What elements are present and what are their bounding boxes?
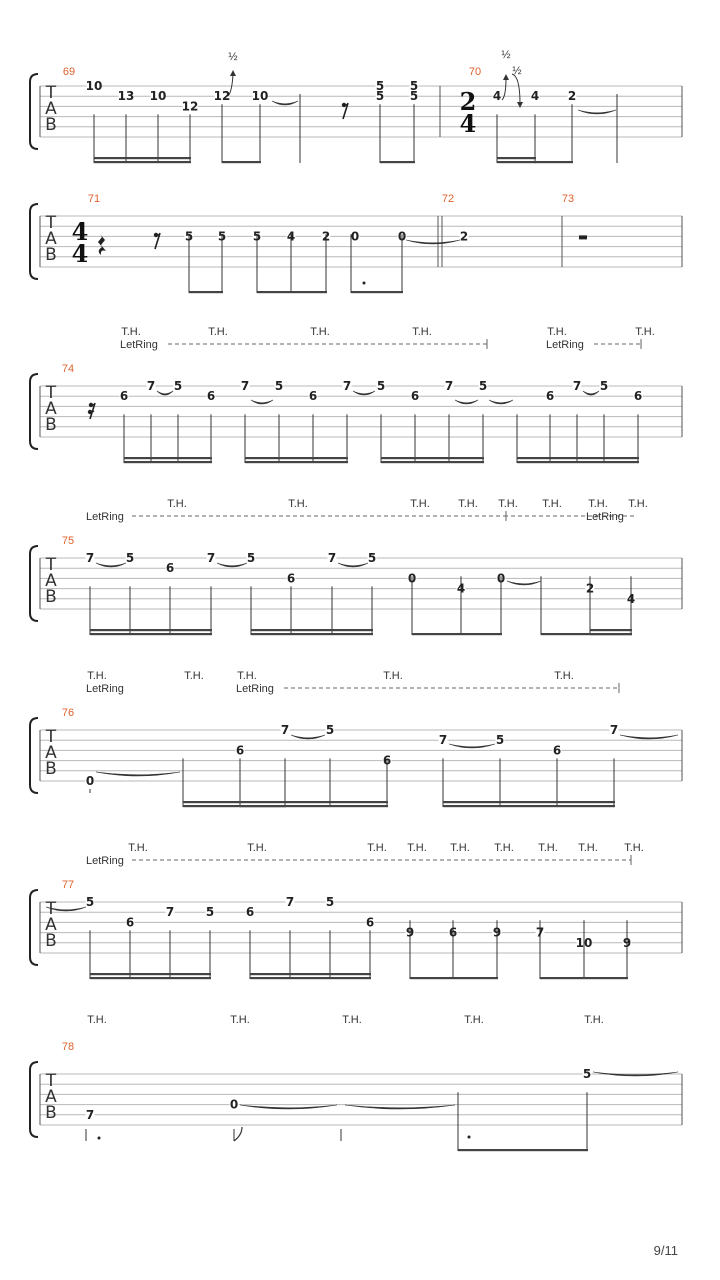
bar-number: 72: [441, 193, 455, 205]
bar-number: 73: [561, 193, 575, 205]
fret-number: 7: [609, 723, 619, 737]
bar-number: 77: [61, 879, 75, 891]
tab-system: [30, 683, 682, 807]
tab-clef-letter: B: [45, 759, 57, 779]
beam: [90, 973, 211, 975]
fret-number: 12: [181, 99, 199, 114]
tapping-label: T.H.: [494, 842, 514, 854]
fret-number: 5: [184, 229, 194, 244]
tab-clef-letter: B: [45, 115, 57, 135]
beam: [458, 1149, 588, 1151]
tab-clef-letter: A: [45, 1087, 57, 1107]
fret-number: 5: [478, 379, 488, 393]
fret-number: 5: [375, 79, 385, 93]
fret-number: 7: [206, 551, 216, 565]
fret-number: 5: [217, 229, 227, 244]
fret-number: 7: [240, 379, 250, 393]
fret-number: 6: [633, 389, 643, 404]
beam: [351, 291, 403, 293]
fret-number: 6: [410, 389, 420, 404]
beam: [381, 461, 484, 463]
beam: [94, 161, 191, 163]
tab-clef-letter: B: [45, 931, 57, 951]
tab-clef-letter: T: [45, 555, 57, 575]
tie-arc: [291, 735, 325, 739]
tie-arc: [240, 1105, 337, 1109]
beam: [250, 977, 371, 979]
fret-number: 0: [397, 229, 407, 244]
let-ring-label: LetRing: [86, 511, 124, 523]
tab-clef-letter: T: [45, 83, 57, 103]
tapping-label: T.H.: [412, 326, 432, 338]
fret-number: 5: [409, 89, 419, 104]
tab-system: [30, 511, 682, 635]
tab-clef-letter: A: [45, 743, 57, 763]
beam: [183, 801, 388, 803]
tie-arc: [620, 735, 678, 739]
fret-number: 2: [459, 229, 469, 244]
bar-number: 69: [62, 66, 76, 78]
tie-arc: [272, 101, 298, 105]
fret-number: 12: [213, 89, 231, 104]
fret-number: 7: [285, 895, 295, 909]
fret-number: 7: [85, 551, 95, 565]
fret-number: 5: [125, 551, 135, 565]
tab-clef-letter: B: [45, 245, 57, 265]
beam: [535, 161, 573, 163]
time-signature-top: 4: [71, 217, 89, 246]
tapping-label: T.H.: [584, 1014, 604, 1026]
tapping-label: T.H.: [464, 1014, 484, 1026]
beam: [94, 157, 191, 159]
beam: [245, 461, 348, 463]
fret-number: 5: [325, 895, 335, 909]
beam: [90, 977, 211, 979]
fret-number: 7: [444, 379, 454, 393]
fret-number: 6: [206, 389, 216, 404]
fret-number: 6: [119, 389, 129, 404]
tapping-label: T.H.: [208, 326, 228, 338]
fret-number: 5: [173, 379, 183, 393]
fret-number: 5: [599, 379, 609, 393]
tie-arc: [583, 391, 599, 395]
tapping-label: T.H.: [407, 842, 427, 854]
fret-number: 7: [572, 379, 582, 393]
beam: [240, 805, 286, 807]
beam: [443, 805, 615, 807]
tab-clef-letter: A: [45, 99, 57, 119]
tapping-label: T.H.: [87, 670, 107, 682]
tie-arc: [338, 563, 368, 567]
fret-number: 6: [308, 389, 318, 404]
tapping-label: T.H.: [498, 498, 518, 510]
fret-number: 0: [229, 1097, 239, 1112]
tab-clef-letter: A: [45, 571, 57, 591]
fret-number: 6: [245, 905, 255, 920]
beam: [497, 157, 536, 159]
tab-clef-letter: B: [45, 1103, 57, 1123]
fret-number: 7: [535, 925, 545, 940]
tapping-label: T.H.: [367, 842, 387, 854]
tapping-label: T.H.: [624, 842, 644, 854]
system-bracket: [30, 374, 38, 449]
let-ring-label: LetRing: [86, 855, 124, 867]
tie-arc: [489, 400, 513, 404]
fret-number: 7: [165, 905, 175, 920]
fret-number: 2: [585, 581, 595, 596]
tie-arc: [578, 110, 616, 114]
fret-number: 7: [146, 379, 156, 393]
fret-number: 6: [365, 915, 375, 930]
let-ring-label: LetRing: [586, 511, 624, 523]
page-number: 9/11: [653, 1243, 678, 1258]
bar-number: 70: [468, 66, 482, 78]
fret-number: 10: [85, 79, 103, 93]
fret-number: 5: [325, 723, 335, 737]
time-signature-top: 2: [459, 87, 477, 116]
fret-number: 7: [342, 379, 352, 393]
tapping-label: T.H.: [342, 1014, 362, 1026]
system-bracket: [30, 1062, 38, 1137]
fret-number: 9: [405, 925, 415, 940]
fret-number: 10: [575, 935, 593, 950]
tab-clef-letter: T: [45, 383, 57, 403]
fret-number: 10: [251, 89, 269, 104]
bar-number: 71: [87, 193, 101, 205]
tapping-label: T.H.: [247, 842, 267, 854]
fret-number: 7: [327, 551, 337, 565]
let-ring-label: LetRing: [120, 339, 158, 351]
fret-number: 5: [367, 551, 377, 565]
tie-arc: [507, 581, 541, 585]
time-signature-bottom: 4: [71, 239, 89, 268]
tie-arc: [406, 240, 460, 244]
tapping-label: T.H.: [458, 498, 478, 510]
let-ring-label: LetRing: [236, 683, 274, 695]
tapping-label: T.H.: [450, 842, 470, 854]
tapping-label: T.H.: [121, 326, 141, 338]
system-bracket: [30, 890, 38, 965]
fret-number: 2: [567, 89, 577, 104]
beam: [189, 291, 223, 293]
tie-arc: [217, 563, 247, 567]
beam: [380, 161, 415, 163]
fret-number: 0: [407, 571, 417, 586]
fret-number: 5: [274, 379, 284, 393]
quarter-rest: [98, 234, 106, 255]
tapping-label: T.H.: [383, 670, 403, 682]
fret-number: 6: [448, 925, 458, 940]
tie-arc: [345, 1105, 455, 1109]
half-rest: [579, 235, 587, 239]
beam: [517, 461, 639, 463]
bend-arrowhead: [503, 74, 509, 80]
beam: [540, 977, 628, 979]
tab-clef-letter: T: [45, 899, 57, 919]
bend-label: ½: [512, 65, 522, 77]
bend-label: ½: [501, 49, 511, 61]
bar-number: 74: [61, 363, 75, 375]
tapping-label: T.H.: [288, 498, 308, 510]
fret-number: 6: [165, 561, 175, 576]
beam: [257, 291, 327, 293]
tab-system: [30, 70, 682, 163]
fret-number: 7: [280, 723, 290, 737]
tab-clef-letter: A: [45, 915, 57, 935]
time-signature-bottom: 4: [459, 109, 477, 138]
fret-number: 5: [205, 905, 215, 920]
fret-number: 7: [85, 1107, 95, 1122]
fret-number: 9: [622, 935, 632, 950]
fret-number: 6: [125, 915, 135, 930]
tapping-label: T.H.: [128, 842, 148, 854]
fret-number: 4: [456, 581, 466, 596]
note-flag: [234, 1127, 242, 1141]
fret-number: 0: [496, 571, 506, 586]
beam: [222, 161, 261, 163]
tab-clef-letter: T: [45, 1071, 57, 1091]
fret-number: 6: [382, 753, 392, 768]
tapping-label: T.H.: [635, 326, 655, 338]
beam: [412, 633, 502, 635]
tapping-label: T.H.: [230, 1014, 250, 1026]
tie-arc: [251, 400, 273, 404]
tapping-label: T.H.: [237, 670, 257, 682]
fret-number: 4: [286, 229, 296, 244]
tapping-label: T.H.: [538, 842, 558, 854]
fret-number: 7: [438, 733, 448, 748]
system-bracket: [30, 204, 38, 279]
bend-arrowhead: [230, 70, 236, 76]
fret-number: 0: [350, 229, 360, 244]
beam: [124, 461, 212, 463]
tapping-label: T.H.: [588, 498, 608, 510]
beam: [497, 161, 536, 163]
beam: [124, 457, 212, 459]
let-ring-label: LetRing: [546, 339, 584, 351]
system-bracket: [30, 546, 38, 621]
rhythm-dot: [363, 282, 366, 285]
fret-number: 4: [492, 89, 502, 104]
tie-arc: [353, 391, 375, 395]
fret-number: 5: [375, 89, 385, 104]
fret-number: 5: [376, 379, 386, 393]
bar-number: 76: [61, 707, 75, 719]
tie-arc: [96, 563, 126, 567]
fret-number: 6: [235, 743, 245, 758]
tab-system: [30, 204, 682, 293]
tab-clef-letter: B: [45, 587, 57, 607]
tapping-label: T.H.: [87, 1014, 107, 1026]
system-bracket: [30, 718, 38, 793]
beam: [443, 801, 615, 803]
tie-arc: [455, 400, 478, 404]
fret-number: 10: [149, 89, 167, 104]
tapping-label: T.H.: [578, 842, 598, 854]
tab-clef-letter: B: [45, 415, 57, 435]
beam: [517, 457, 639, 459]
let-ring-label: LetRing: [86, 683, 124, 695]
tapping-label: T.H.: [542, 498, 562, 510]
beam: [245, 457, 348, 459]
beam: [90, 633, 212, 635]
fret-number: 5: [85, 895, 95, 909]
tapping-label: T.H.: [167, 498, 187, 510]
tie-arc: [449, 744, 495, 748]
system-bracket: [30, 74, 38, 149]
tie-arc: [96, 772, 180, 776]
fret-number: 0: [85, 774, 95, 788]
tapping-label: T.H.: [554, 670, 574, 682]
tapping-label: T.H.: [184, 670, 204, 682]
tie-arc: [157, 391, 173, 395]
tapping-label: T.H.: [310, 326, 330, 338]
fret-number: 5: [246, 551, 256, 565]
release-arrow: [512, 74, 520, 104]
bend-label: ½: [228, 51, 238, 63]
tapping-label: T.H.: [628, 498, 648, 510]
beam: [250, 973, 371, 975]
fret-number: 9: [492, 925, 502, 940]
release-arrowhead: [517, 102, 523, 108]
rhythm-dot: [468, 1136, 471, 1139]
beam: [410, 977, 498, 979]
tapping-label: T.H.: [410, 498, 430, 510]
beam: [251, 633, 373, 635]
bar-number: 75: [61, 535, 75, 547]
fret-number: 5: [495, 733, 505, 748]
tab-clef-letter: A: [45, 229, 57, 249]
tab-clef-letter: T: [45, 727, 57, 747]
tab-clef-letter: A: [45, 399, 57, 419]
beam: [90, 629, 212, 631]
fret-number: 5: [582, 1067, 592, 1081]
beam: [590, 633, 632, 635]
fret-number: 4: [626, 591, 636, 606]
beam: [590, 629, 632, 631]
tab-clef-letter: T: [45, 213, 57, 233]
beam: [251, 629, 373, 631]
fret-number: 2: [321, 229, 331, 244]
fret-number: 6: [545, 389, 555, 404]
fret-number: 5: [409, 79, 419, 93]
fret-number: 6: [286, 571, 296, 586]
rhythm-dot: [98, 1137, 101, 1140]
fret-number: 6: [552, 743, 562, 758]
fret-number: 13: [117, 89, 135, 104]
fret-number: 4: [530, 89, 540, 104]
bar-number: 78: [61, 1041, 75, 1053]
tapping-label: T.H.: [547, 326, 567, 338]
beam: [381, 457, 484, 459]
fret-number: 5: [252, 229, 262, 244]
